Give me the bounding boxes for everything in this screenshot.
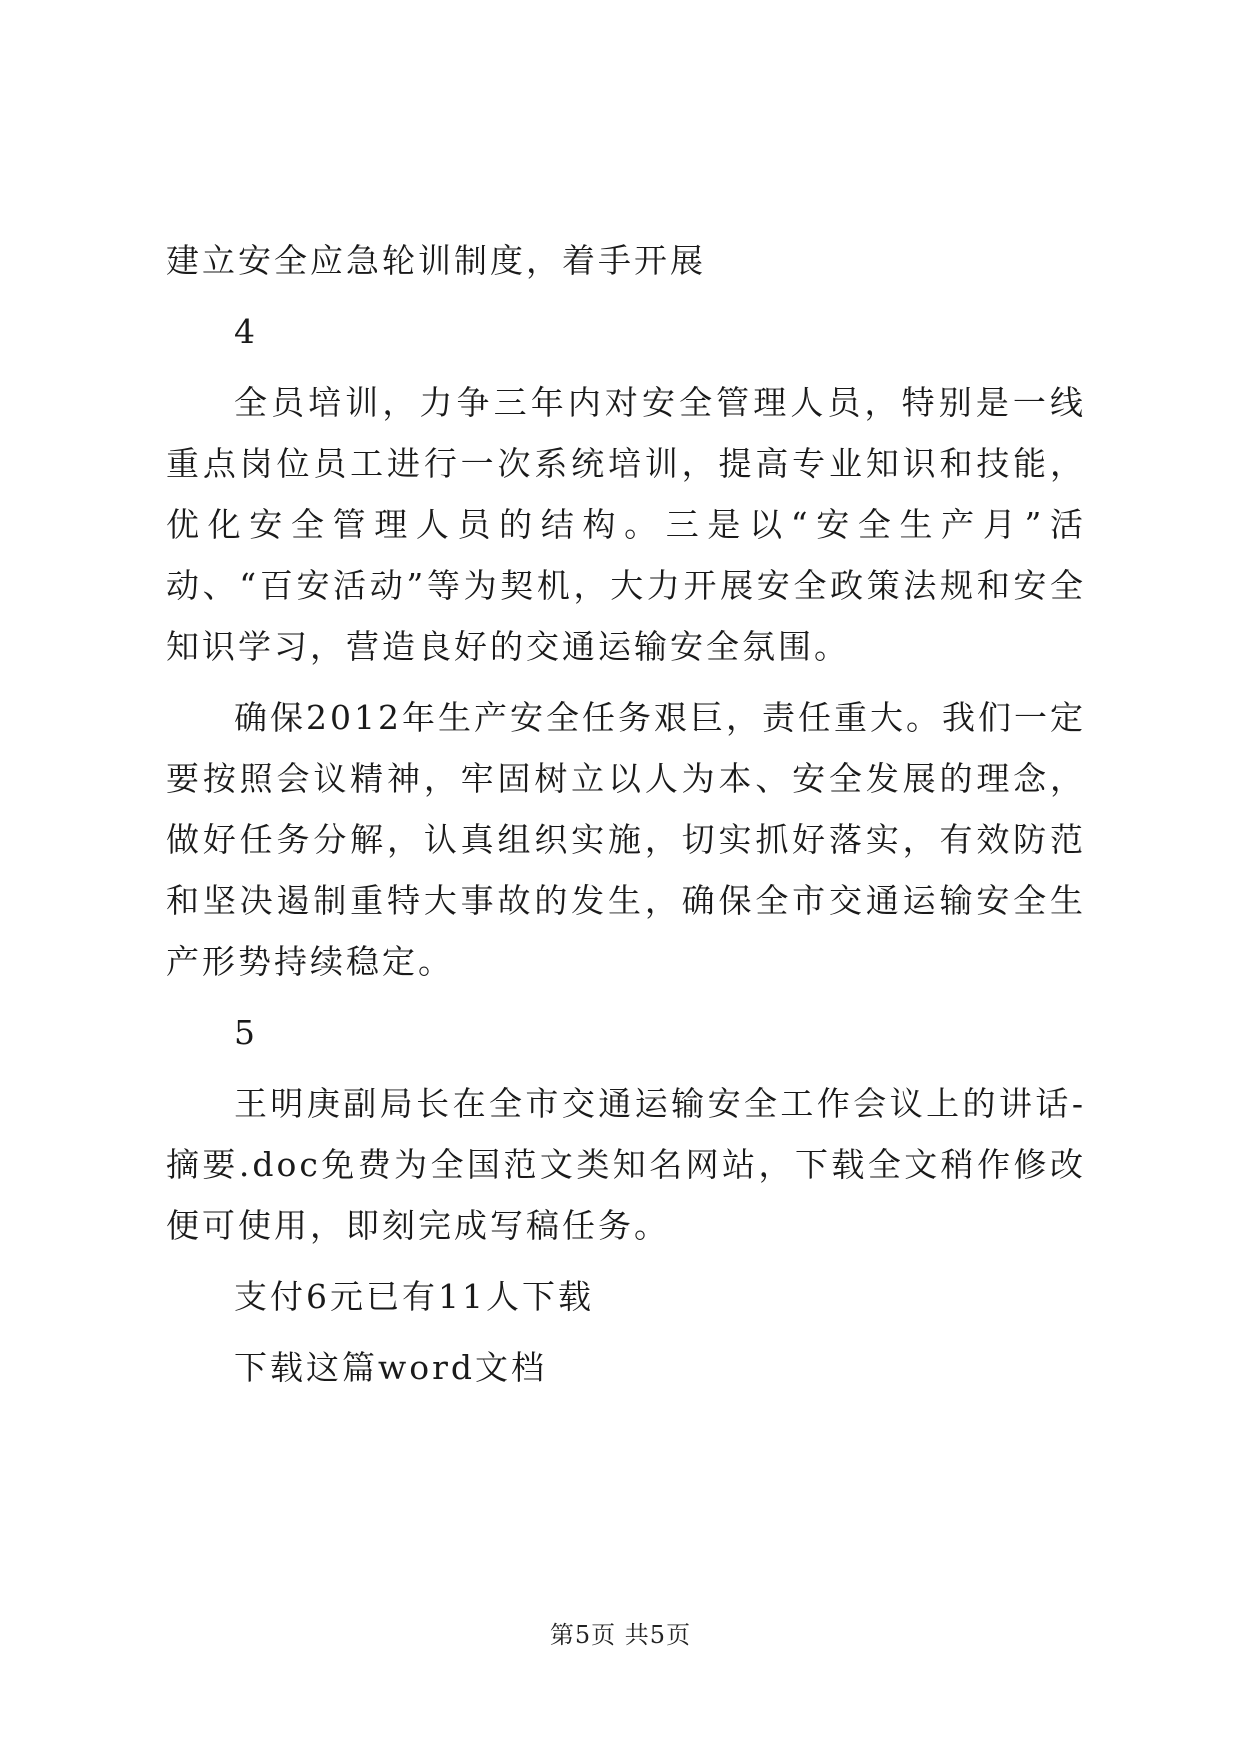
paragraph-conclusion: 确保2012年生产安全任务艰巨，责任重大。我们一定要按照会议精神，牢固树立以人为本、安全发展的理念，做好任务分解，认真组织实施，切实抓好落实，有效防范和坚决遏制重特大事故的发生，确保全市交通运输安全生产形势持续稳定。 — [166, 698, 1086, 981]
page-number-marker-5: 5 — [234, 1013, 258, 1052]
paragraph-continued: 建立安全应急轮训制度，着手开展 — [166, 241, 706, 280]
download-word-link[interactable]: 下载这篇word文档 — [234, 1348, 548, 1387]
paragraph-download-note: 王明庚副局长在全市交通运输安全工作会议上的讲话-摘要.doc免费为全国范文类知名网站，下载全文稍作修改便可使用，即刻完成写稿任务。 — [166, 1084, 1086, 1245]
document-body — [166, 230, 1086, 1398]
page-footer: 第5页 共5页 — [549, 1621, 692, 1649]
paragraph-training: 全员培训，力争三年内对安全管理人员，特别是一线重点岗位员工进行一次系统培训，提高专业知识和技能，优化安全管理人员的结构。三是以“安全生产月”活动、“百安活动”等为契机，大力开展安全政策法规和安全知识学习，营造良好的交通运输安全氛围。 — [166, 383, 1086, 666]
page-number-marker-4: 4 — [234, 312, 258, 351]
download-count-text: 支付6元已有11人下载 — [234, 1277, 594, 1316]
